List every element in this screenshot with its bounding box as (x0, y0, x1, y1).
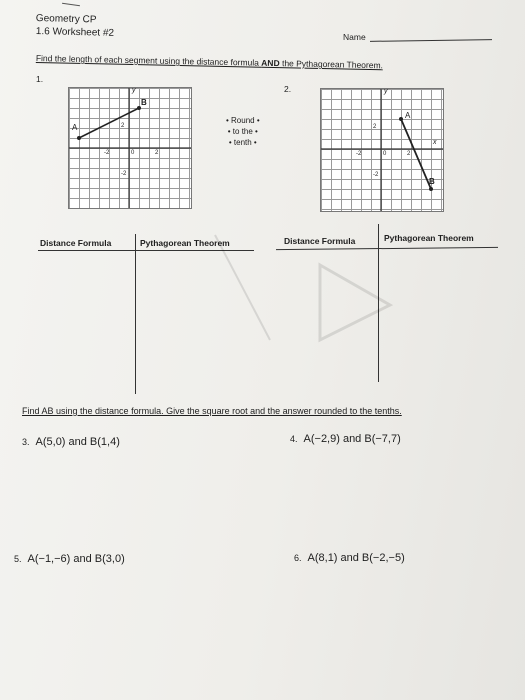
graph-1-tick-y-2: -2 (121, 171, 127, 177)
problem-3 (22, 436, 120, 448)
problem-5 (14, 553, 125, 565)
graph-2-point-a-label: A (405, 111, 411, 120)
graph-2-tick-origin: 0 (383, 151, 387, 157)
graph-1-y-label: y (132, 87, 136, 94)
instructions-graph-and: AND (261, 57, 280, 69)
round-note-line-2: • to the • (227, 127, 258, 136)
problem-2-number: 2. (284, 84, 292, 94)
p1-distance-formula-heading: Distance Formula (40, 238, 112, 248)
graph-2-point-b-label: B (429, 177, 435, 186)
graph-2-tick-x2: 2 (407, 151, 411, 157)
graph-2-tick-x-2: -2 (356, 151, 362, 157)
p2-distance-formula-heading: Distance Formula (284, 236, 356, 246)
graph-1-tick-y2: 2 (121, 123, 125, 129)
problem-3-number: 3. (22, 437, 30, 447)
problem-6-number: 6. (294, 553, 302, 563)
problem-6 (294, 552, 405, 564)
problem-6-text: A(8,1) and B(−2,−5) (307, 552, 405, 564)
round-note-line-3: • tenth • (228, 138, 257, 147)
name-label: Name (343, 32, 366, 42)
worksheet-title: 1.6 Worksheet #2 (35, 26, 115, 39)
problem-4 (290, 433, 401, 445)
graph-2-x-label: x (433, 139, 437, 146)
graph-1-tick-origin: 0 (131, 150, 135, 156)
graph-2-tick-y2: 2 (373, 124, 377, 130)
problem-1-number: 1. (36, 74, 44, 84)
graph-1-point-a-label: A (72, 123, 78, 132)
problem-4-number: 4. (290, 434, 298, 444)
problem-4-text: A(−2,9) and B(−7,7) (303, 433, 401, 445)
problem-5-text: A(−1,−6) and B(3,0) (27, 553, 125, 565)
problem-5-number: 5. (14, 554, 22, 564)
graph-1-tick-x2: 2 (155, 150, 159, 156)
problem-3-text: A(5,0) and B(1,4) (35, 436, 120, 448)
graph-1-tick-x-2: -2 (104, 150, 110, 156)
p2-pythagorean-heading: Pythagorean Theorem (384, 233, 474, 243)
graph-2-y-label: y (384, 88, 388, 95)
course-title: Geometry CP (35, 13, 97, 26)
instructions-graph-pre: Find the length of each segment using the distance formula (35, 53, 262, 68)
round-note-line-1: • Round • (226, 116, 260, 125)
graph-2-tick-y-2: -2 (373, 172, 379, 178)
instructions-graph-post: the Pythagorean Theorem. (279, 58, 384, 71)
graph-1-point-b-label: B (141, 98, 147, 107)
p1-pythagorean-heading: Pythagorean Theorem (140, 238, 230, 248)
instructions-distance: Find AB using the distance formula. Give the square root and the answer rounded to the tenths. (22, 406, 402, 416)
